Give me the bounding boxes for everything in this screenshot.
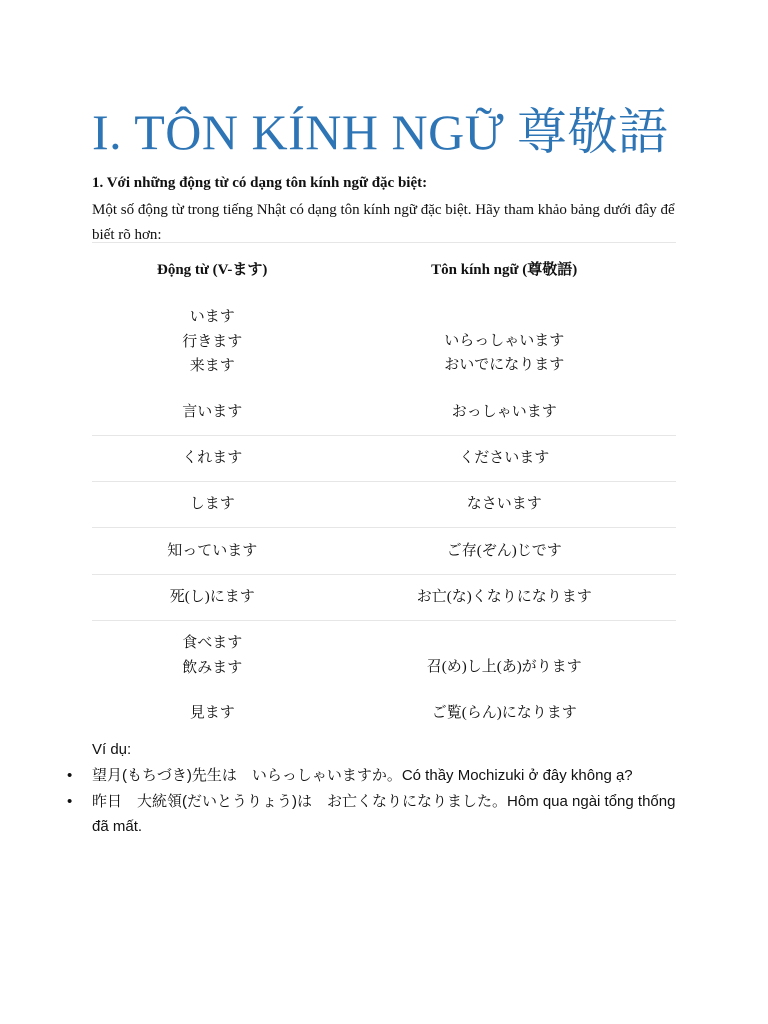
- table-row: [92, 436, 676, 482]
- honorific-text: ご存(ぞん)じです: [446, 542, 562, 559]
- verb-text: 言います: [182, 404, 243, 420]
- section-heading: 1. Với những động từ có dạng tôn kính ngữ đặc biệt:: [92, 175, 428, 191]
- verb-text: 食べます: [182, 635, 243, 652]
- intro-paragraph: Một số động từ trong tiếng Nhật có dạng tôn kính ngữ đặc biệt. Hãy tham khảo bảng dưới đây để biết rõ hơn:: [92, 202, 675, 243]
- honorific-cell: [332, 482, 676, 528]
- example-text: 昨日 大統領(だいとうりょう)は お亡くなりになりました。Hôm qua ngài tổng thống đã mất.: [92, 793, 676, 835]
- verb-cell: [92, 436, 332, 482]
- verb-text: 死(し)にます: [169, 589, 255, 606]
- honorific-cell: [332, 691, 676, 737]
- table-row: [92, 691, 676, 737]
- verb-cell: [92, 482, 332, 528]
- verb-text: 飲みます: [182, 659, 243, 676]
- table-row: [92, 528, 676, 575]
- page-title: I. TÔN KÍNH NGỮ 尊敬語: [92, 104, 669, 160]
- honorific-verbs-table: [92, 242, 676, 737]
- bullet-icon: •: [67, 793, 73, 810]
- verb-text: 知っています: [167, 542, 258, 559]
- examples-label: Ví dụ:: [92, 741, 132, 758]
- verb-cell: [92, 528, 332, 575]
- table-row: [92, 390, 676, 436]
- honorific-text: ご覧(らん)になります: [431, 705, 577, 722]
- table-row: [92, 575, 676, 621]
- examples-list: [67, 763, 682, 840]
- honorific-cell: [332, 436, 676, 482]
- honorific-text: 召(め)し上(あ)がります: [426, 659, 582, 675]
- column-header-honorific: Tôn kính ngữ (尊敬語): [332, 243, 676, 294]
- verb-text: 見ます: [189, 705, 235, 722]
- verb-cell: [92, 691, 332, 737]
- honorific-cell: [332, 294, 676, 390]
- verb-text: 来ます: [189, 358, 235, 374]
- honorific-text: おいでになります: [444, 357, 565, 374]
- table-row: [92, 482, 676, 528]
- list-item: [67, 763, 682, 788]
- honorific-text: くださいます: [459, 450, 550, 467]
- table-row: [92, 621, 676, 691]
- example-text: 望月(もちづき)先生は いらっしゃいますか。Có thầy Mochizuki ở đây không ạ?: [92, 767, 633, 784]
- table-header-row: [92, 243, 676, 294]
- honorific-cell: [332, 390, 676, 436]
- verb-cell: [92, 390, 332, 436]
- honorific-cell: [332, 528, 676, 575]
- honorific-cell: [332, 621, 676, 691]
- honorific-text: なさいます: [466, 496, 542, 513]
- honorific-text: いらっしゃいます: [444, 332, 565, 349]
- verb-text: 行きます: [182, 333, 243, 350]
- honorific-cell: [332, 575, 676, 621]
- honorific-text: お亡(な)くなりになります: [416, 589, 592, 606]
- bullet-icon: •: [67, 767, 73, 784]
- verb-cell: [92, 621, 332, 691]
- verb-cell: [92, 575, 332, 621]
- table-row: [92, 294, 676, 390]
- list-item: [67, 789, 682, 839]
- verb-text: います: [189, 309, 235, 325]
- column-header-verb: Động từ (V-ます): [92, 243, 332, 294]
- honorific-text: おっしゃいます: [451, 404, 557, 420]
- verb-text: くれます: [182, 450, 243, 467]
- verb-cell: [92, 294, 332, 390]
- verb-text: します: [189, 496, 235, 513]
